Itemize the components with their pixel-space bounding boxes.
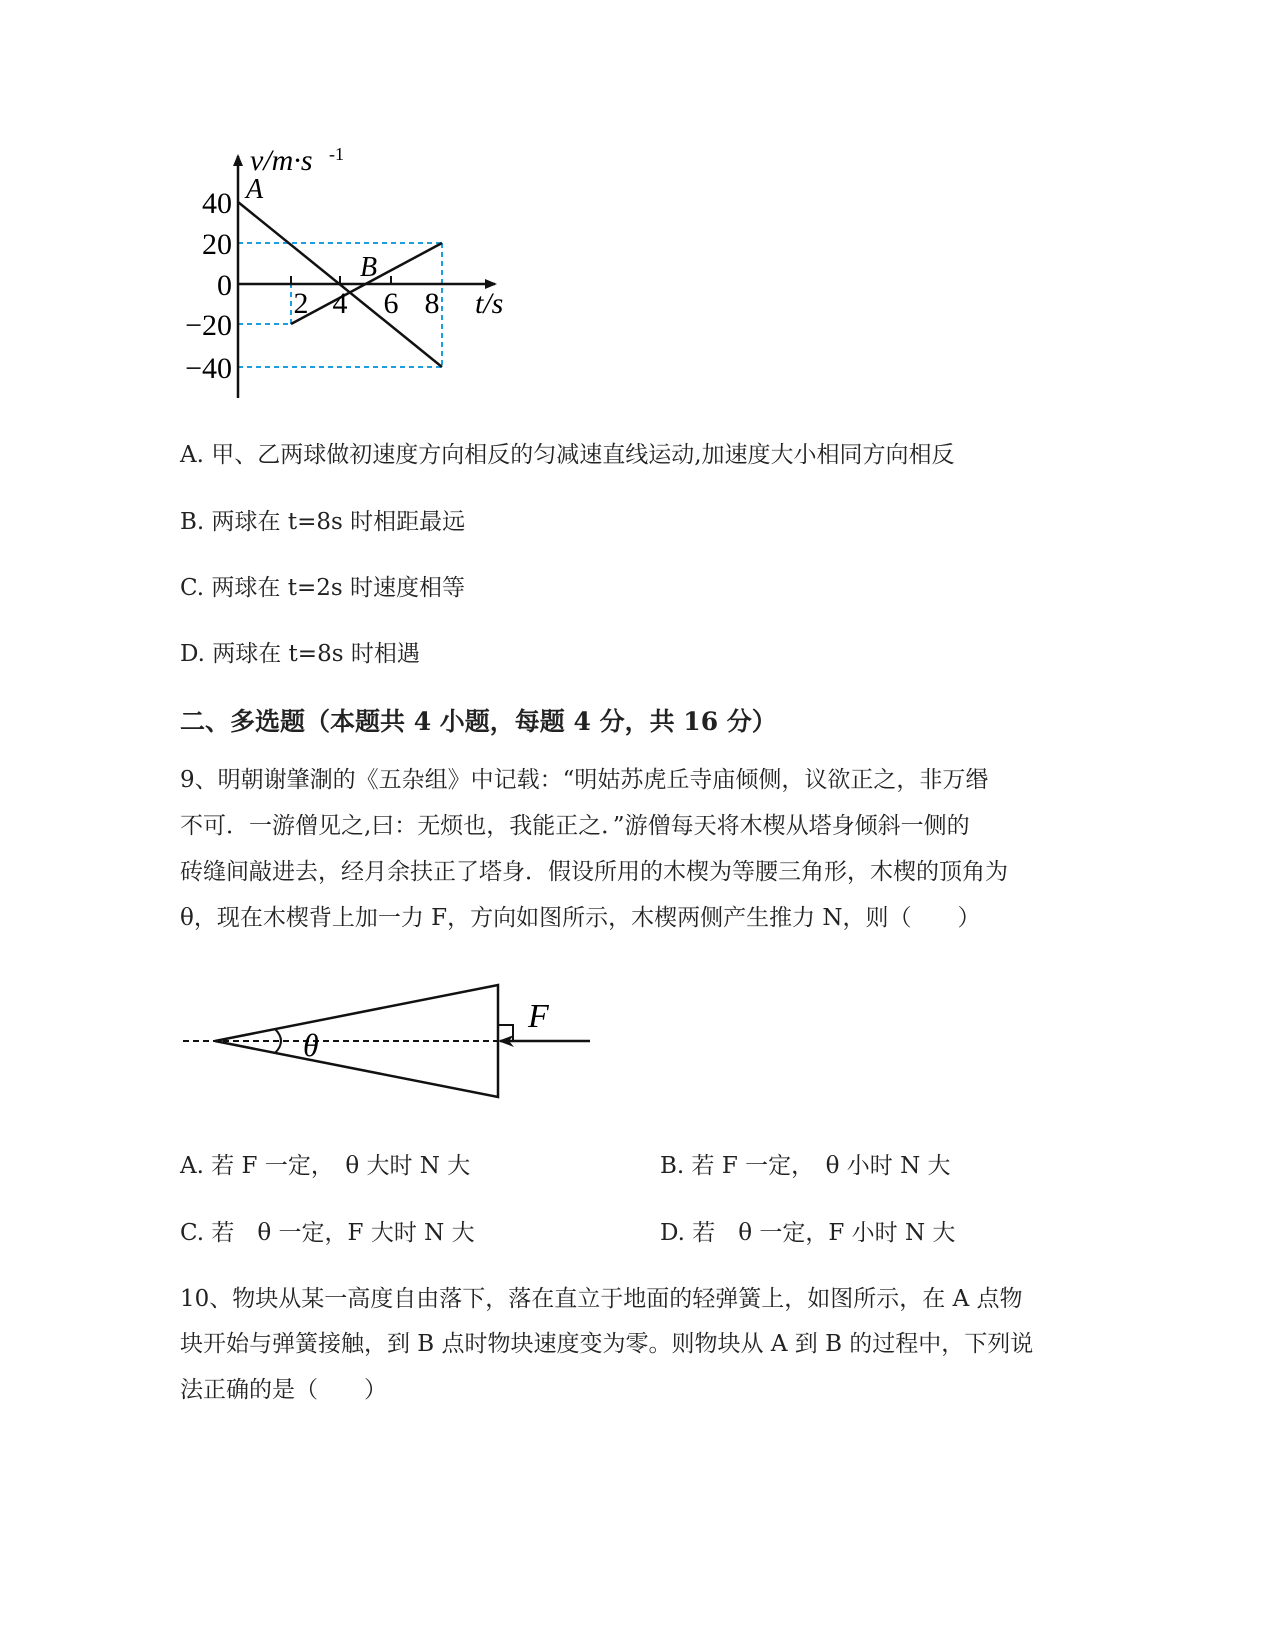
- q9-option-a: A. 若 F 一定， θ 大时 N 大: [180, 1153, 471, 1179]
- x-tick-4: 4: [332, 287, 348, 320]
- y-tick-20: 20: [202, 228, 232, 261]
- y-tick-0: 0: [217, 269, 232, 302]
- x-tick-6: 6: [383, 287, 399, 320]
- y-tick-neg40: −40: [185, 352, 232, 385]
- q10-line-2: 块开始与弹簧接触，到 B 点时物块速度变为零。则物块从 A 到 B 的过程中，下列说: [180, 1331, 1034, 1357]
- q8-option-b: B. 两球在 t=8s 时相距最远: [180, 509, 466, 535]
- label-B: B: [360, 252, 378, 283]
- label-theta: θ: [303, 1027, 319, 1063]
- right-angle-mark: [498, 1025, 513, 1041]
- q9-line-2: 不可．一游僧见之,曰：无烦也，我能正之．”游僧每天将木楔从塔身倾斜一侧的: [180, 813, 970, 839]
- q8-option-d: D. 两球在 t=8s 时相遇: [180, 641, 420, 667]
- q8-option-c: C. 两球在 t=2s 时速度相等: [180, 575, 465, 601]
- q9-option-d: D. 若 θ 一定，F 小时 N 大: [660, 1220, 956, 1246]
- q9-line-4: θ，现在木楔背上加一力 F，方向如图所示，木楔两侧产生推力 N，则（ ）: [180, 905, 981, 931]
- q10-line-1: 10、物块从某一高度自由落下，落在直立于地面的轻弹簧上，如图所示，在 A 点物: [180, 1286, 1023, 1312]
- x-axis-label: t/s: [475, 287, 504, 320]
- q9-option-c: C. 若 θ 一定，F 大时 N 大: [180, 1220, 475, 1246]
- q9-option-b: B. 若 F 一定， θ 小时 N 大: [660, 1153, 951, 1179]
- q10-line-3: 法正确的是（ ）: [180, 1377, 387, 1403]
- y-tick-40: 40: [202, 187, 232, 220]
- label-F: F: [528, 998, 549, 1035]
- y-axis-label: v/m·s: [250, 144, 313, 177]
- x-tick-2: 2: [293, 287, 309, 320]
- q9-line-1: 9、明朝谢肇淛的《五杂组》中记载：“明姑苏虎丘寺庙倾侧，议欲正之，非万缗: [180, 767, 989, 793]
- x-tick-8: 8: [424, 287, 440, 320]
- section-heading: 二、多选题（本题共 4 小题，每题 4 分，共 16 分）: [180, 707, 777, 736]
- velocity-time-graph: [170, 140, 530, 410]
- y-axis-label-sup: -1: [329, 144, 344, 164]
- y-tick-neg20: −20: [185, 309, 232, 342]
- wedge-figure: [175, 975, 605, 1110]
- q9-line-3: 砖缝间敲进去，经月余扶正了塔身．假设所用的木楔为等腰三角形，木楔的顶角为: [180, 859, 1008, 885]
- q8-option-a: A. 甲、乙两球做初速度方向相反的匀减速直线运动,加速度大小相同方向相反: [180, 442, 955, 468]
- label-A: A: [246, 174, 264, 205]
